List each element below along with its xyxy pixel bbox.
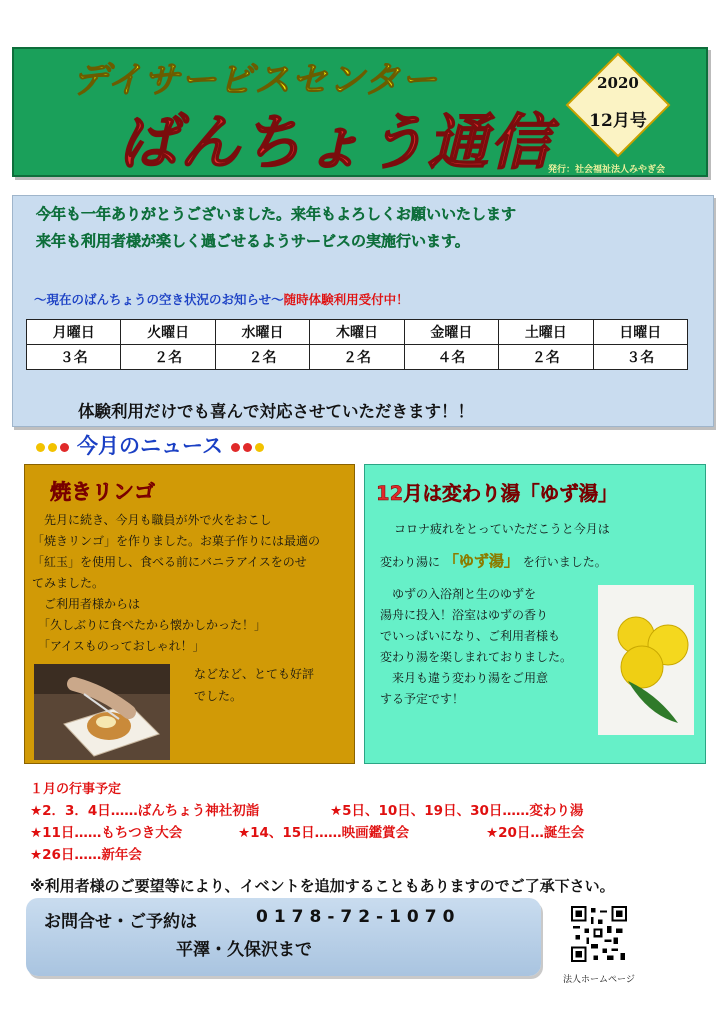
news-line: 「紅玉」を使用し、食べる前にバニラアイスをのせ [32, 555, 307, 569]
event-hatsumode: ★2．3．4日……ばんちょう神社初詣 [30, 803, 260, 819]
contact-names: 平澤・久保沢まで [176, 940, 312, 960]
news-line: ゆずの入浴剤と生のゆずを [380, 587, 537, 601]
baked-apple-photo [34, 664, 170, 760]
qr-code-icon[interactable] [571, 906, 627, 962]
yuzu-photo [598, 585, 694, 735]
vacancy-heading [34, 290, 409, 308]
table-row-days [27, 320, 688, 345]
news-line: 「焼きリンゴ」を作りました。お菓子作りには最適の [32, 534, 321, 548]
news-line: 「久しぶりに食べたから懐かしかった！」 [32, 618, 267, 632]
news-line: する予定です！ [380, 692, 465, 706]
newsletter-title: ばんちょう通信 [118, 108, 552, 178]
count-cell: ２名 [121, 345, 215, 370]
count-cell: ２名 [499, 345, 593, 370]
contact-phone[interactable]: 0178-72-1070 [256, 907, 461, 927]
event-mochitsuki: ★11日……もちつき大会 [30, 825, 183, 841]
yuzu-line-1: コロナ疲れをとっていただこうと今月は [394, 522, 610, 536]
news-line: ご利用者様からは [32, 597, 141, 611]
yuzu-line-2-post: を行いました。 [522, 555, 607, 569]
news-heading [36, 430, 267, 460]
issue-year: 2020 [597, 74, 639, 92]
dot-icon [48, 443, 57, 452]
day-cell: 木曜日 [310, 320, 404, 345]
news-line: 「アイスものっておしゃれ！」 [32, 639, 205, 653]
publisher: 発行：社会福祉法人みやぎ会 [548, 165, 666, 175]
vacancy-heading-text: ～現在のばんちょうの空き状況のお知らせ～ [34, 292, 284, 307]
events-notice: ※利用者様のご要望等により、イベントを追加することもありますのでご了承下さい。 [30, 877, 615, 895]
day-cell: 土曜日 [499, 320, 593, 345]
news-line: 先月に続き、今月も職員が外で火をおこし [32, 513, 272, 527]
news-tail-2: でした。 [194, 689, 243, 703]
greeting-line-2: 来年も利用者様が楽しく過ごせるようサービスの実施行います。 [36, 232, 470, 250]
yuzu-body [380, 584, 572, 710]
events-title: １月の行事予定 [30, 782, 122, 797]
news-title-yuzu-bath: 12月は変わり湯「ゆず湯」 [376, 482, 618, 505]
dot-icon [231, 443, 240, 452]
count-cell: ２名 [310, 345, 404, 370]
news-tail-1: などなど、とても好評 [194, 667, 315, 681]
qr-label: 法人ホームページ [563, 975, 635, 985]
vacancy-heading-note: 随時体験利用受付中！ [283, 292, 409, 307]
event-movie: ★14、15日……映画鑑賞会 [238, 825, 410, 841]
news-line: でいっぱいになり、ご利用者様も [380, 629, 561, 643]
event-birthday: ★20日…誕生会 [486, 825, 585, 841]
day-cell: 月曜日 [27, 320, 121, 345]
day-cell: 水曜日 [215, 320, 309, 345]
count-cell: ４名 [404, 345, 498, 370]
availability-table [26, 319, 688, 370]
yuzu-word: 「ゆず湯」 [443, 552, 519, 570]
day-cell: 火曜日 [121, 320, 215, 345]
count-cell: ３名 [593, 345, 687, 370]
trial-message: 体験利用だけでも喜んで対応させていただきます！！ [78, 402, 474, 421]
event-kawariyu: ★5日、10日、19日、30日……変わり湯 [330, 803, 584, 819]
news-title-baked-apple: 焼きリンゴ [50, 480, 155, 504]
news-heading-text: 今月のニュース [77, 434, 223, 458]
table-row-counts [27, 345, 688, 370]
news-body-baked-apple [32, 510, 352, 657]
dot-icon [36, 443, 45, 452]
yuzu-line-2-pre: 変わり湯に [380, 555, 441, 569]
contact-label: お問合せ・ご予約は [44, 912, 197, 932]
dot-icon [243, 443, 252, 452]
issue-month: 12月号 [589, 111, 647, 131]
dot-icon [255, 443, 264, 452]
news-line: 来月も違う変わり湯をご用意 [380, 671, 549, 685]
count-cell: ３名 [27, 345, 121, 370]
news-line: 湯舟に投入！浴室はゆずの香り [380, 608, 549, 622]
day-cell: 金曜日 [404, 320, 498, 345]
header-subtitle: デイサービスセンター [72, 60, 439, 101]
yuzu-line-2 [380, 551, 607, 573]
news-line: てみました。 [32, 576, 105, 590]
day-cell: 日曜日 [593, 320, 687, 345]
issue-diamond [565, 52, 671, 158]
greeting-line-1: 今年も一年ありがとうございました。来年もよろしくお願いいたします [36, 205, 517, 223]
event-newyear: ★26日……新年会 [30, 847, 142, 863]
dot-icon [60, 443, 69, 452]
count-cell: ２名 [215, 345, 309, 370]
news-line: 変わり湯を楽しまれておりました。 [380, 650, 573, 664]
